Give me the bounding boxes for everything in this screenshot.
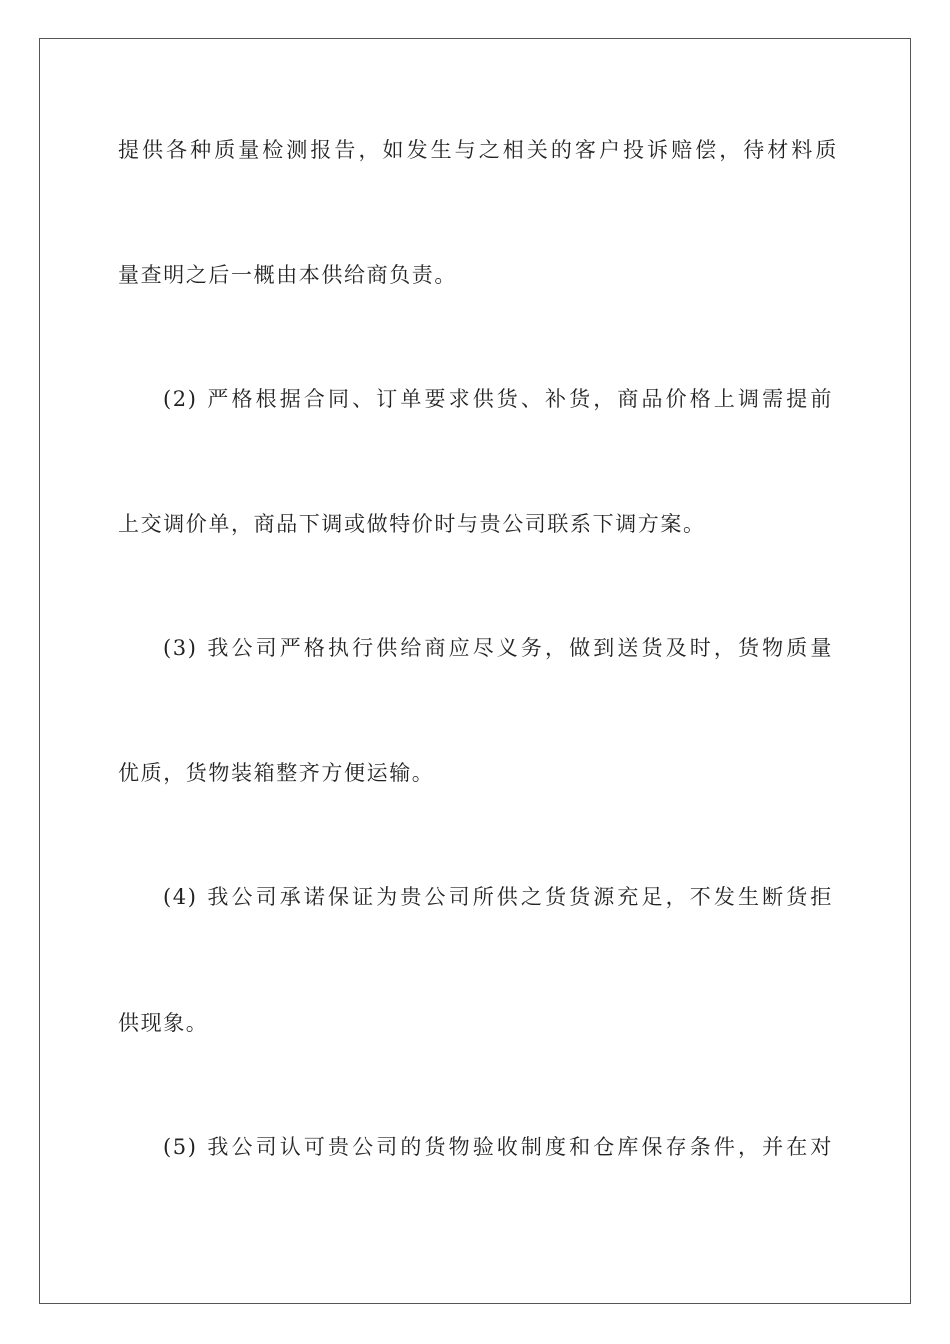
text-line-1: 提供各种质量检测报告，如发生与之相关的客户投诉赔偿，待材料质 [118, 138, 838, 162]
text-line-4: 上交调价单，商品下调或做特价时与贵公司联系下调方案。 [118, 512, 706, 536]
text-line-9: (5) 我公司认可贵公司的货物验收制度和仓库保存条件，并在对 [163, 1135, 833, 1159]
text-line-7: (4) 我公司承诺保证为贵公司所供之货货源充足，不发生断货拒 [163, 885, 833, 909]
text-line-5: (3) 我公司严格执行供给商应尽义务，做到送货及时，货物质量 [163, 636, 833, 660]
text-line-2: 量查明之后一概由本供给商负责。 [118, 263, 457, 287]
page-frame [39, 38, 911, 1304]
text-line-8: 供现象。 [118, 1011, 209, 1035]
text-line-3: (2) 严格根据合同、订单要求供货、补货，商品价格上调需提前 [163, 387, 833, 411]
text-line-6: 优质，货物装箱整齐方便运输。 [118, 761, 435, 785]
